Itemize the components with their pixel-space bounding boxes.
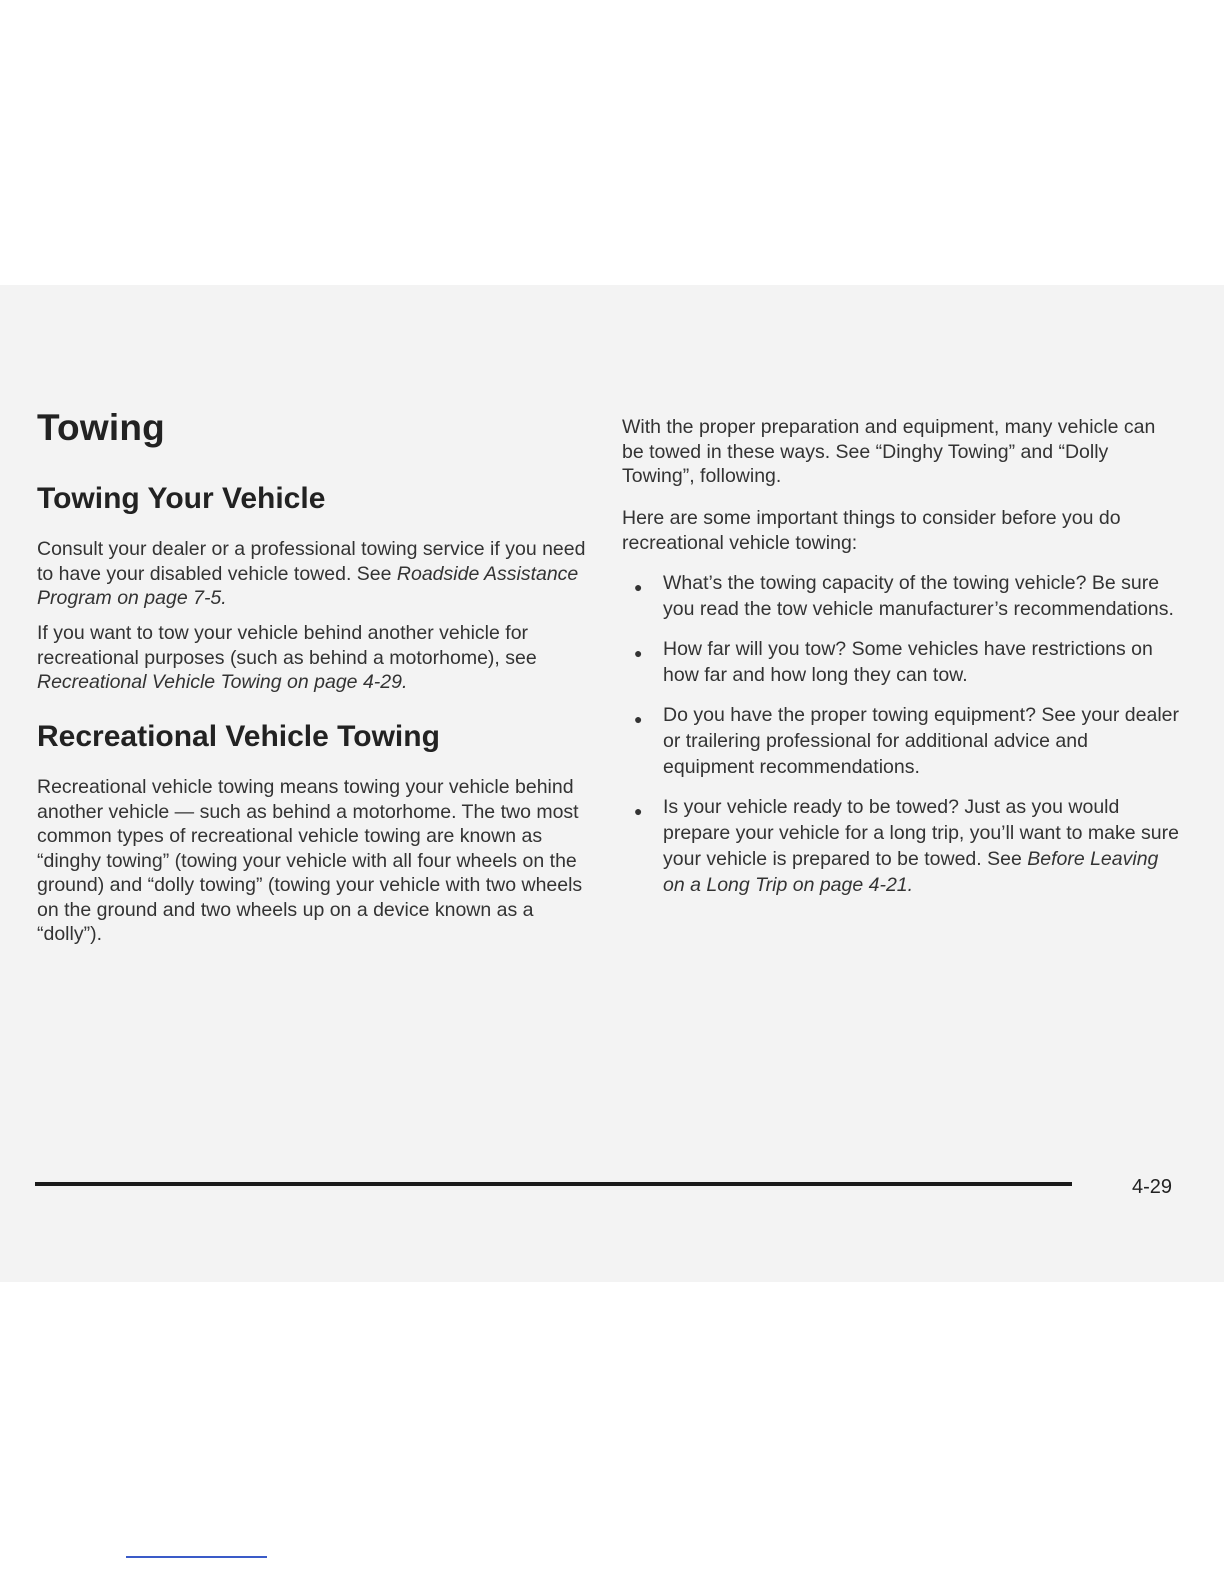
page-number: 4-29 bbox=[1132, 1176, 1173, 1198]
link-underline bbox=[126, 1556, 267, 1558]
bullet-icon: ● bbox=[634, 803, 643, 819]
paragraph-preparation: With the proper preparation and equipment, many vehicle can be towed in these ways. See “Dinghy Towing” and “Dolly Towing”, following. bbox=[622, 416, 1156, 487]
list-item-text: What’s the towing capacity of the towing vehicle? Be sure you read the tow vehicle manufacturer’s recommendations. bbox=[663, 572, 1174, 620]
paragraph-recreational-purposes bbox=[37, 621, 597, 695]
list-item-text: Do you have the proper towing equipment? See your dealer or trailering professional for additional advice and equipment recommendations. bbox=[663, 704, 1179, 778]
bullet-icon: ● bbox=[634, 579, 643, 595]
section-heading-recreational-vehicle-towing: Recreational Vehicle Towing bbox=[37, 720, 440, 753]
cross-reference-long-trip: Before Leaving on a Long Trip on page 4-21. bbox=[663, 848, 1159, 896]
list-item-text: Is your vehicle ready to be towed? Just as you would prepare your vehicle for a long trip, you’ll want to make sure your vehicle is prepared to be towed. See bbox=[663, 796, 1179, 870]
list-item bbox=[622, 794, 1182, 898]
paragraph-things-to-consider: Here are some important things to consider before you do recreational vehicle towing: bbox=[622, 507, 1121, 554]
paragraph-recreational-definition: Recreational vehicle towing means towing your vehicle behind another vehicle — such as behind a motorhome. The two most common types of recreational vehicle towing are known as “dinghy towing” (towing your vehicle with all four wheels on the ground) and “dolly towing” (towing your vehicle with two wheels on the ground and two wheels up on a device known as a “dolly”). bbox=[37, 776, 583, 945]
paragraph-consult-dealer bbox=[37, 537, 597, 611]
list-item bbox=[622, 636, 1182, 688]
list-item-text: How far will you tow? Some vehicles have restrictions on how far and how long they can tow. bbox=[663, 638, 1153, 686]
cross-reference-roadside-assistance: Roadside Assistance Program on page 7-5. bbox=[37, 562, 579, 609]
bullet-icon: ● bbox=[634, 645, 643, 661]
bullet-icon: ● bbox=[634, 711, 643, 727]
paragraph-text: Consult your dealer or a professional towing service if you need to have your disabled vehicle towed. See bbox=[37, 538, 586, 585]
page-title: Towing bbox=[37, 407, 165, 448]
section-heading-towing-your-vehicle: Towing Your Vehicle bbox=[37, 482, 326, 515]
footer-divider bbox=[35, 1182, 1072, 1186]
list-item bbox=[622, 570, 1182, 622]
paragraph-text: If you want to tow your vehicle behind another vehicle for recreational purposes (such as behind a motorhome), see bbox=[37, 622, 537, 669]
page-band bbox=[0, 285, 1224, 1282]
considerations-list bbox=[622, 570, 1182, 912]
cross-reference-recreational-towing: Recreational Vehicle Towing on page 4-29. bbox=[37, 671, 408, 693]
list-item bbox=[622, 702, 1182, 780]
